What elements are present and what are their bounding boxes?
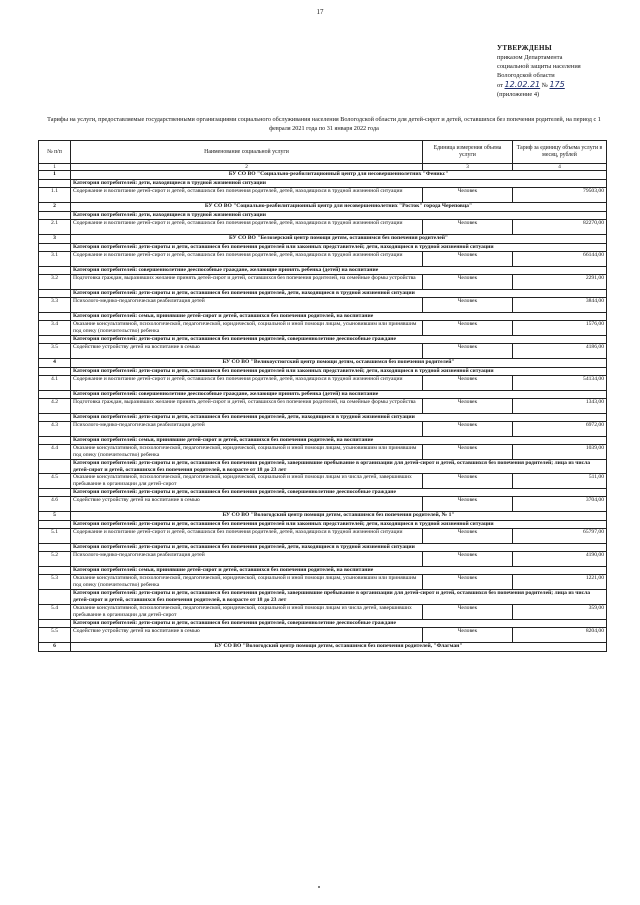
approval-line3: Вологодской области — [497, 72, 555, 79]
service-unit: Человек — [423, 474, 513, 489]
category-row — [39, 212, 607, 220]
category-text: Категория потребителей: семьи, принявшие детей-сирот и детей, оставшихся без попечения родителей, на воспитание — [71, 313, 607, 321]
service-number: 4.2 — [39, 399, 71, 414]
category-text: Категория потребителей: дети-сироты и дети, оставшиеся без попечения родителей, дети, находящиеся в трудной жизненной ситуации — [71, 290, 607, 298]
service-unit: Человек — [423, 399, 513, 414]
service-row — [39, 497, 607, 512]
category-row — [39, 544, 607, 552]
service-price: 3704,00 — [513, 497, 607, 512]
category-spacer — [39, 313, 71, 321]
org-name: БУ СО ВО "Великоустюгский центр помощи детям, оставшимся без попечения родителей" — [71, 359, 607, 368]
service-price: 1039,00 — [513, 445, 607, 460]
service-unit: Человек — [423, 552, 513, 567]
service-row — [39, 252, 607, 267]
org-number: 1 — [39, 171, 71, 180]
category-row — [39, 244, 607, 252]
category-row — [39, 336, 607, 344]
service-price: 359,00 — [513, 604, 607, 619]
service-name: Психолого-медико-педагогическая реабилитация детей — [71, 298, 423, 313]
service-price: 82270,00 — [513, 220, 607, 235]
category-row — [39, 414, 607, 422]
service-unit: Человек — [423, 604, 513, 619]
category-spacer — [39, 212, 71, 220]
service-number: 3.5 — [39, 344, 71, 359]
organization-row — [39, 642, 607, 651]
org-number: 2 — [39, 203, 71, 212]
service-row — [39, 275, 607, 290]
category-spacer — [39, 544, 71, 552]
number-prefix: № — [541, 82, 548, 89]
category-row — [39, 391, 607, 399]
service-row — [39, 552, 607, 567]
service-name: Содействие устройству детей на воспитание в семью — [71, 497, 423, 512]
service-name: Содействие устройству детей на воспитание в семью — [71, 344, 423, 359]
service-unit: Человек — [423, 445, 513, 460]
category-text: Категория потребителей: дети-сироты и дети, оставшиеся без попечения родителей или законных представителей; дети, находящиеся в трудной жизненной ситуации — [71, 244, 607, 252]
org-name: БУ СО ВО "Социально-реабилитационный центр для несовершеннолетних "Росток" города Череповца" — [71, 203, 607, 212]
approval-heading: УТВЕРЖДЕНЫ — [497, 44, 552, 52]
colnum: 4 — [513, 164, 607, 171]
category-row — [39, 437, 607, 445]
service-unit: Человек — [423, 298, 513, 313]
organization-row — [39, 171, 607, 180]
appendix-label: (приложение 4) — [497, 91, 540, 98]
service-row — [39, 474, 607, 489]
approval-line1: приказом Департамента — [497, 54, 563, 61]
service-number: 5.1 — [39, 529, 71, 544]
service-price: 4190,00 — [513, 552, 607, 567]
org-name: БУ СО ВО "Вологодский центр помощи детям, оставшимся без попечения родителей, № 1" — [71, 512, 607, 521]
service-number: 5.4 — [39, 604, 71, 619]
organization-row — [39, 359, 607, 368]
service-number: 3.4 — [39, 321, 71, 336]
category-spacer — [39, 489, 71, 497]
service-number: 2.1 — [39, 220, 71, 235]
service-number: 4.6 — [39, 497, 71, 512]
category-row — [39, 267, 607, 275]
approval-block — [497, 44, 632, 99]
service-name: Подготовка граждан, выразивших желание принять детей-сирот и детей, оставшихся без попечения родителей, на семейные формы устройства — [71, 275, 423, 290]
organization-row — [39, 512, 607, 521]
category-row — [39, 290, 607, 298]
service-unit: Человек — [423, 575, 513, 590]
service-number: 4.4 — [39, 445, 71, 460]
service-name: Психолого-медико-педагогическая реабилитация детей — [71, 422, 423, 437]
service-price: 511,00 — [513, 474, 607, 489]
scan-speck — [318, 886, 320, 888]
category-row — [39, 489, 607, 497]
category-text: Категория потребителей: семьи, принявшие детей-сирот и детей, оставшихся без попечения родителей, на воспитание — [71, 567, 607, 575]
category-row — [39, 180, 607, 188]
service-row — [39, 604, 607, 619]
category-spacer — [39, 414, 71, 422]
service-unit: Человек — [423, 627, 513, 642]
service-number: 5.3 — [39, 575, 71, 590]
service-name: Подготовка граждан, выразивших желание принять детей-сирот и детей, оставшихся без попечения родителей, на семейные формы устройства — [71, 399, 423, 414]
category-row — [39, 619, 607, 627]
service-number: 5.5 — [39, 627, 71, 642]
category-text: Категория потребителей: дети-сироты и дети, оставшиеся без попечения родителей, дети, находящиеся в трудной жизненной ситуации — [71, 414, 607, 422]
service-number: 4.3 — [39, 422, 71, 437]
service-unit: Человек — [423, 321, 513, 336]
service-unit: Человек — [423, 497, 513, 512]
service-price: 65797,00 — [513, 529, 607, 544]
service-name: Оказание консультативной, психологической, педагогической, юридической, социальной и иной помощи лицам, усыновившим или принявшим под опеку (попечительство) ребенка — [71, 445, 423, 460]
number-handwritten: 175 — [549, 80, 565, 89]
approval-date-line — [497, 80, 632, 90]
service-unit: Человек — [423, 252, 513, 267]
service-price: 1221,00 — [513, 575, 607, 590]
category-spacer — [39, 460, 71, 474]
category-spacer — [39, 391, 71, 399]
org-name: БУ СО ВО "Социально-реабилитационный центр для несовершеннолетних "Феникс" — [71, 171, 607, 180]
org-number: 4 — [39, 359, 71, 368]
service-price: 1576,00 — [513, 321, 607, 336]
table-body — [39, 164, 607, 652]
category-row — [39, 521, 607, 529]
category-row — [39, 590, 607, 604]
category-row — [39, 460, 607, 474]
service-price: 54134,00 — [513, 376, 607, 391]
org-name: БУ СО ВО "Белозерский центр помощи детям, оставшимся без попечения родителей" — [71, 235, 607, 244]
service-row — [39, 445, 607, 460]
service-name: Содержание и воспитание детей-сирот и детей, оставшихся без попечения родителей, детей, находящихся в трудной жизненной ситуации — [71, 188, 423, 203]
service-row — [39, 422, 607, 437]
category-text: Категория потребителей: дети-сироты и дети, оставшиеся без попечения родителей или законных представителей; дети, находящиеся в трудной жизненной ситуации — [71, 521, 607, 529]
service-row — [39, 321, 607, 336]
org-name: БУ СО ВО "Вологодский центр помощи детям, оставшимся без попечения родителей, "Флагман" — [71, 642, 607, 651]
category-text: Категория потребителей: дети-сироты и дети, оставшиеся без попечения родителей, завершившие пребывание в организации для детей-сирот и детей, оставшихся без попечения родителей; лица из числа детей-сирот и детей, оставшихся без попечения родителей, в возрасте от 18 до 23 лет — [71, 590, 607, 604]
service-number: 3.3 — [39, 298, 71, 313]
category-text: Категория потребителей: дети-сироты и дети, оставшиеся без попечения родителей, совершеннолетние дееспособные граждане — [71, 619, 607, 627]
category-text: Категория потребителей: семьи, принявшие детей-сирот и детей, оставшихся без попечения родителей, на воспитание — [71, 437, 607, 445]
page-number: 17 — [316, 8, 324, 16]
org-number: 5 — [39, 512, 71, 521]
category-spacer — [39, 267, 71, 275]
service-unit: Человек — [423, 220, 513, 235]
colnum: 1 — [39, 164, 71, 171]
category-spacer — [39, 521, 71, 529]
category-spacer — [39, 567, 71, 575]
service-name: Оказание консультативной, психологической, педагогической, юридической, социальной и иной помощи лицам, усыновившим или принявшим под опеку (попечительство) ребенка — [71, 321, 423, 336]
category-text: Категория потребителей: дети-сироты и дети, оставшиеся без попечения родителей, совершеннолетние дееспособные граждане — [71, 489, 607, 497]
colnum: 2 — [71, 164, 423, 171]
header-unit: Единица измерения объема услуги — [423, 141, 513, 164]
service-unit: Человек — [423, 376, 513, 391]
category-row — [39, 567, 607, 575]
colnum: 3 — [423, 164, 513, 171]
header-no: № п/п — [39, 141, 71, 164]
service-price: 6972,00 — [513, 422, 607, 437]
organization-row — [39, 235, 607, 244]
column-number-row — [39, 164, 607, 171]
header-name: Наименование социальной услуги — [71, 141, 423, 164]
tariff-table — [38, 140, 607, 652]
approval-line2: социальной защиты населения — [497, 63, 581, 70]
service-name: Оказание консультативной, психологической, педагогической, юридической, социальной и иной помощи лицам из числа детей, завершивших пребывание в организации для детей-сирот — [71, 474, 423, 489]
service-row — [39, 399, 607, 414]
service-row — [39, 627, 607, 642]
service-number: 4.1 — [39, 376, 71, 391]
service-name: Содержание и воспитание детей-сирот и детей, оставшихся без попечения родителей, детей, находящихся в трудной жизненной ситуации — [71, 529, 423, 544]
service-unit: Человек — [423, 344, 513, 359]
category-text: Категория потребителей: дети, находящиеся в трудной жизненной ситуации — [71, 212, 607, 220]
service-name: Оказание консультативной, психологической, педагогической, юридической, социальной и иной помощи лицам из числа детей, завершивших пребывание в организации для детей-сирот — [71, 604, 423, 619]
category-spacer — [39, 336, 71, 344]
service-unit: Человек — [423, 188, 513, 203]
service-row — [39, 575, 607, 590]
table-header-row — [39, 141, 607, 164]
date-handwritten: 12.02.21 — [504, 80, 541, 89]
service-name: Содержание и воспитание детей-сирот и детей, оставшихся без попечения родителей, детей, находящихся в трудной жизненной ситуации — [71, 220, 423, 235]
category-spacer — [39, 244, 71, 252]
category-text: Категория потребителей: совершеннолетние дееспособные граждане, желающие принять ребенка (детей) на воспитание — [71, 267, 607, 275]
category-spacer — [39, 590, 71, 604]
category-row — [39, 313, 607, 321]
category-row — [39, 368, 607, 376]
service-number: 3.1 — [39, 252, 71, 267]
service-number: 3.2 — [39, 275, 71, 290]
service-row — [39, 344, 607, 359]
category-spacer — [39, 368, 71, 376]
service-unit: Человек — [423, 529, 513, 544]
date-prefix: от — [497, 82, 503, 89]
service-price: 2291,00 — [513, 275, 607, 290]
category-text: Категория потребителей: дети-сироты и дети, оставшиеся без попечения родителей или законных представителей; дети, находящиеся в трудной жизненной ситуации — [71, 368, 607, 376]
service-row — [39, 220, 607, 235]
category-spacer — [39, 180, 71, 188]
service-number: 4.5 — [39, 474, 71, 489]
service-number: 1.1 — [39, 188, 71, 203]
service-price: 79503,00 — [513, 188, 607, 203]
service-unit: Человек — [423, 275, 513, 290]
category-spacer — [39, 437, 71, 445]
org-number: 3 — [39, 235, 71, 244]
service-name: Содержание и воспитание детей-сирот и детей, оставшихся без попечения родителей, детей, находящихся в трудной жизненной ситуации — [71, 376, 423, 391]
category-text: Категория потребителей: совершеннолетние дееспособные граждане, желающие принять ребенка (детей) на воспитание — [71, 391, 607, 399]
category-text: Категория потребителей: дети-сироты и дети, оставшиеся без попечения родителей, завершившие пребывание в организации для детей-сирот и детей, оставшихся без попечения родителей; лица из числа детей-сирот и детей, оставшихся без попечения родителей, в возрасте от 18 до 23 лет — [71, 460, 607, 474]
service-price: 8204,00 — [513, 627, 607, 642]
service-price: 1343,00 — [513, 399, 607, 414]
service-number: 5.2 — [39, 552, 71, 567]
service-unit: Человек — [423, 422, 513, 437]
header-price: Тариф за единицу объема услуги в месяц, рублей — [513, 141, 607, 164]
service-price: 66144,00 — [513, 252, 607, 267]
service-row — [39, 529, 607, 544]
service-name: Содержание и воспитание детей-сирот и детей, оставшихся без попечения родителей, детей, находящихся в трудной жизненной ситуации — [71, 252, 423, 267]
category-spacer — [39, 290, 71, 298]
service-row — [39, 188, 607, 203]
service-row — [39, 298, 607, 313]
service-name: Психолого-медико-педагогическая реабилитация детей — [71, 552, 423, 567]
service-name: Содействие устройству детей на воспитание в семью — [71, 627, 423, 642]
service-price: 3844,00 — [513, 298, 607, 313]
category-text: Категория потребителей: дети-сироты и дети, оставшиеся без попечения родителей, совершеннолетние дееспособные граждане — [71, 336, 607, 344]
service-price: 4186,00 — [513, 344, 607, 359]
category-text: Категория потребителей: дети-сироты и дети, оставшиеся без попечения родителей, дети, находящиеся в трудной жизненной ситуации — [71, 544, 607, 552]
service-row — [39, 376, 607, 391]
document-title: Тарифы на услуги, предоставляемые государственными организациями социального обслуживания населения Вологодской области для детей-сирот и детей, оставшихся без попечения родителей, на период с 1 февраля 2021 года по 31 января 2022 года — [47, 116, 601, 132]
category-text: Категория потребителей: дети, находящиеся в трудной жизненной ситуации — [71, 180, 607, 188]
category-spacer — [39, 619, 71, 627]
org-number: 6 — [39, 642, 71, 651]
service-name: Оказание консультативной, психологической, педагогической, юридической, социальной и иной помощи лицам, усыновившим или принявшим под опеку (попечительство) ребенка — [71, 575, 423, 590]
organization-row — [39, 203, 607, 212]
